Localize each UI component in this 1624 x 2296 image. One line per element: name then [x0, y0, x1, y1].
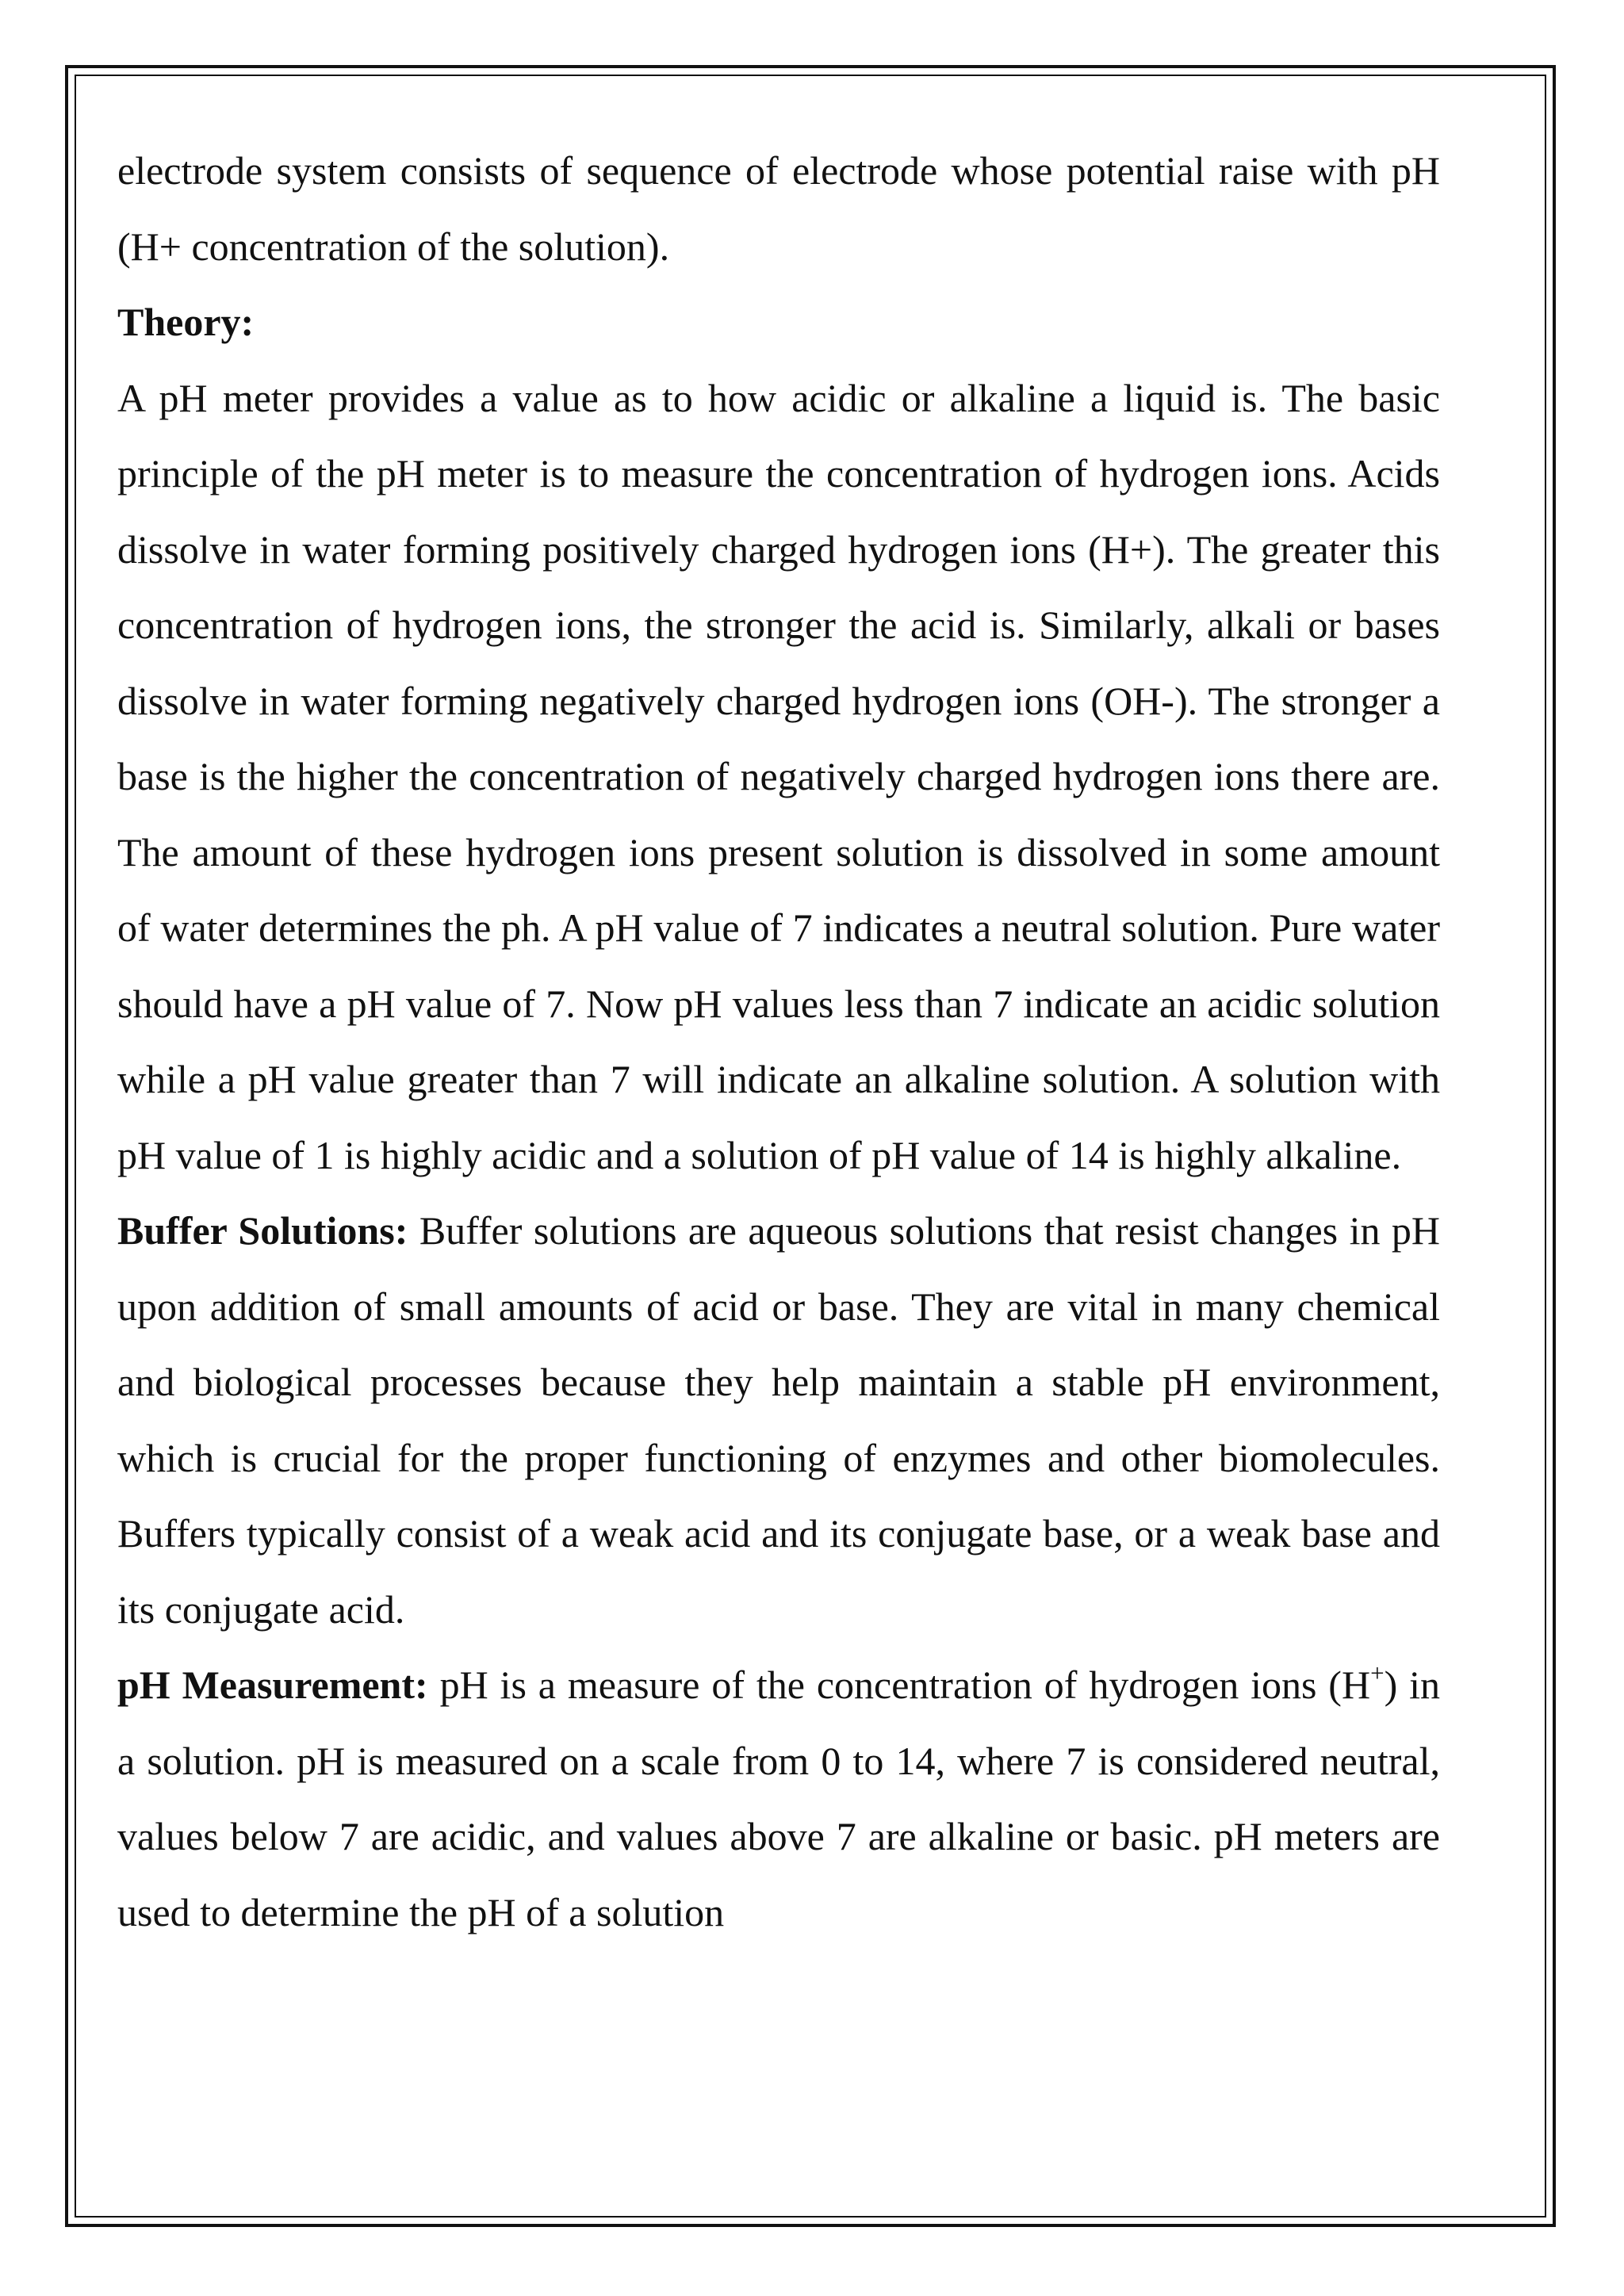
buffer-solutions-paragraph	[117, 1193, 1440, 1647]
document-body	[117, 133, 1440, 1950]
intro-paragraph: electrode system consists of sequence of electrode whose potential raise with pH (H+ concentration of the solution).	[117, 148, 1440, 269]
theory-paragraph: A pH meter provides a value as to how acidic or alkaline a liquid is. The basic principle of the pH meter is to measure the concentration of hydrogen ions. Acids dissolve in water forming positively charged hydrogen ions (H+). The greater this concentration of hydrogen ions, the stronger the acid is. Similarly, alkali or bases dissolve in water forming negatively charged hydrogen ions (OH-). The stronger a base is the higher the concentration of negatively charged hydrogen ions there are. The amount of these hydrogen ions present solution is dissolved in some amount of water determines the ph. A pH value of 7 indicates a neutral solution. Pure water should have a pH value of 7. Now pH values less than 7 indicate an acidic solution while a pH value greater than 7 will indicate an alkaline solution. A solution with pH value of 1 is highly acidic and a solution of pH value of 14 is highly alkaline.	[117, 375, 1440, 1177]
ph-measurement-text-part2: ) in a solution. pH is measured on a scale from 0 to 14, where 7 is considered neutral, values below 7 are acidic, and values above 7 are alkaline or basic. pH meters are used to determine the pH of a solution	[117, 1663, 1440, 1934]
hydrogen-ion-superscript: +	[1370, 1659, 1385, 1687]
buffer-solutions-heading: Buffer Solutions:	[117, 1208, 408, 1253]
buffer-solutions-text: Buffer solutions are aqueous solutions that resist changes in pH upon addition of small amounts of acid or base. They are vital in many chemical and biological processes because they help maintain a stable pH environment, which is crucial for the proper functioning of enzymes and other biomolecules. Buffers typically consist of a weak acid and its conjugate base, or a weak base and its conjugate acid.	[117, 1208, 1441, 1632]
ph-measurement-paragraph	[117, 1647, 1440, 1950]
ph-measurement-text-part1: pH is a measure of the concentration of hydrogen ions (H	[439, 1663, 1371, 1707]
theory-heading: Theory:	[117, 300, 255, 344]
ph-measurement-heading: pH Measurement:	[117, 1663, 428, 1707]
